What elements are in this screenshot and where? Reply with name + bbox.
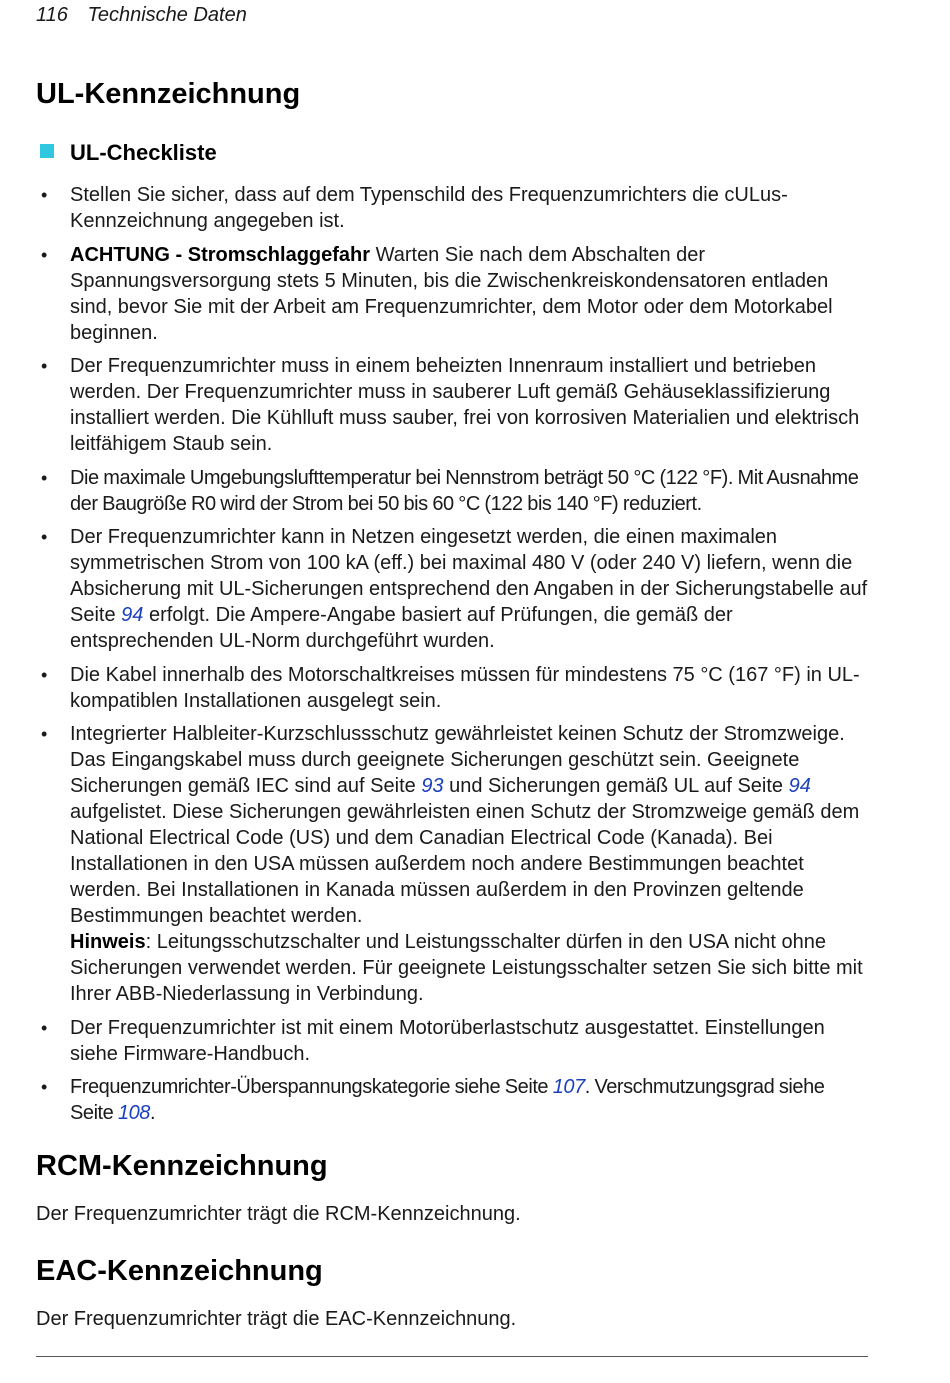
- note-text: : Leitungsschutzschalter und Leistungsschalter dürfen in den USA nicht ohne Sicherungen verwendet werden. Für geeignete Leistungsschalter setzen Sie sich bitte mit Ihrer ABB-Niederlassung in Verbindung.: [70, 931, 863, 1005]
- bullet-icon: •: [41, 1077, 47, 1097]
- item-text: . Verschmutzungsgrad siehe Seite: [70, 1076, 825, 1124]
- eac-heading: EAC-Kennzeichnung: [36, 1255, 323, 1287]
- page-number: 116: [36, 4, 68, 26]
- ul-checklist-subheading: [40, 140, 217, 166]
- rcm-heading: RCM-Kennzeichnung: [36, 1150, 328, 1182]
- bullet-icon: •: [41, 724, 48, 744]
- item-text: Stellen Sie sicher, dass auf dem Typenschild des Frequenzumrichters die cULus-Kennzeichnung angegeben ist.: [70, 184, 788, 232]
- list-item: [36, 465, 870, 517]
- page-link[interactable]: 94: [121, 604, 144, 626]
- item-text: und Sicherungen gemäß UL auf Seite: [443, 775, 789, 797]
- bullet-icon: •: [41, 1017, 48, 1038]
- note-label: Hinweis: [70, 931, 146, 953]
- eac-paragraph: Der Frequenzumrichter trägt die EAC-Kennzeichnung.: [36, 1308, 517, 1330]
- square-bullet-icon: [40, 144, 54, 158]
- running-header-title: Technische Daten: [87, 4, 247, 26]
- bullet-icon: •: [41, 664, 48, 685]
- page-link[interactable]: 108: [117, 1102, 150, 1124]
- warning-label: ACHTUNG - Stromschlaggefahr: [70, 243, 371, 266]
- rcm-paragraph: Der Frequenzumrichter trägt die RCM-Kennzeichnung.: [36, 1203, 521, 1225]
- page-link[interactable]: 94: [788, 775, 811, 797]
- item-text: Der Frequenzumrichter ist mit einem Motorüberlastschutz ausgestattet. Einstellungen siehe Firmware-Handbuch.: [70, 1016, 825, 1065]
- item-text: Die Kabel innerhalb des Motorschaltkreises müssen für mindestens 75 °C (167 °F) in UL-kompatiblen Installationen ausgelegt sein.: [70, 663, 860, 712]
- bullet-icon: •: [41, 185, 48, 205]
- ul-checklist: [36, 182, 870, 1134]
- running-header: [36, 4, 247, 27]
- list-item: [36, 182, 870, 234]
- page-link[interactable]: 107: [552, 1076, 585, 1098]
- list-item: [36, 662, 870, 714]
- item-text: Die maximale Umgebungslufttemperatur bei Nennstrom beträgt 50 °C (122 °F). Mit Ausnahme der Baugröße R0 wird der Strom bei 50 bis 60 °C (122 bis 140 °F) reduziert.: [70, 466, 859, 515]
- footer-divider: [36, 1356, 868, 1357]
- list-item: [36, 353, 870, 457]
- list-item: [36, 1074, 870, 1126]
- item-text: Der Frequenzumrichter kann in Netzen eingesetzt werden, die einen maximalen symmetrischen Strom von 100 kA (eff.) bei maximal 480 V (oder 240 V) liefern, wenn die Absicherung mit UL-Sicherungen entsprechend den Angaben in der Sicherungstabelle auf Seite: [70, 526, 868, 626]
- bullet-icon: •: [41, 527, 48, 547]
- list-item: [36, 524, 870, 654]
- bullet-icon: •: [41, 244, 48, 265]
- subheading-title: UL-Checkliste: [70, 140, 217, 165]
- ul-heading: UL-Kennzeichnung: [36, 78, 301, 110]
- item-text: .: [149, 1102, 156, 1124]
- list-item: [36, 1015, 870, 1067]
- bullet-icon: •: [41, 467, 47, 488]
- page-link[interactable]: 93: [421, 775, 444, 797]
- item-text: aufgelistet. Diese Sicherungen gewährleisten einen Schutz der Stromzweige gemäß dem National Electrical Code (US) und dem Canadian Electrical Code (Kanada). Bei Installationen in den USA müssen außerdem noch andere Bestimmungen beachtet werden. Bei Installationen in Kanada müssen außerdem in den Provinzen geltende Bestimmungen beachtet werden.: [70, 801, 860, 927]
- item-text: Integrierter Halbleiter-Kurzschlussschutz gewährleistet keinen Schutz der Stromzweige. Das Eingangskabel muss durch geeignete Sicherungen geschützt sein. Geeignete Sicherungen gemäß IEC sind auf Seite: [70, 723, 845, 797]
- item-text: Warten Sie nach dem Abschalten der Spannungsversorgung stets 5 Minuten, bis die Zwischenkreiskondensatoren entladen sind, bevor Sie mit der Arbeit am Frequenzumrichter, dem Motor oder dem Motorkabel beginnen.: [70, 243, 833, 344]
- list-item: [36, 242, 870, 346]
- bullet-icon: •: [41, 356, 48, 376]
- item-text: Der Frequenzumrichter muss in einem beheizten Innenraum installiert und betrieben werden. Der Frequenzumrichter muss in sauberer Luft gemäß Gehäuseklassifizierung installiert werden. Die Kühlluft muss sauber, frei von korrosiven Materialien und elektrisch leitfähigem Staub sein.: [70, 355, 860, 455]
- item-text: erfolgt. Die Ampere-Angabe basiert auf Prüfungen, die gemäß der entsprechenden UL-Norm durchgeführt wurden.: [70, 604, 733, 652]
- list-item: [36, 721, 870, 1007]
- item-text: Frequenzumrichter-Überspannungskategorie siehe Seite: [70, 1076, 553, 1098]
